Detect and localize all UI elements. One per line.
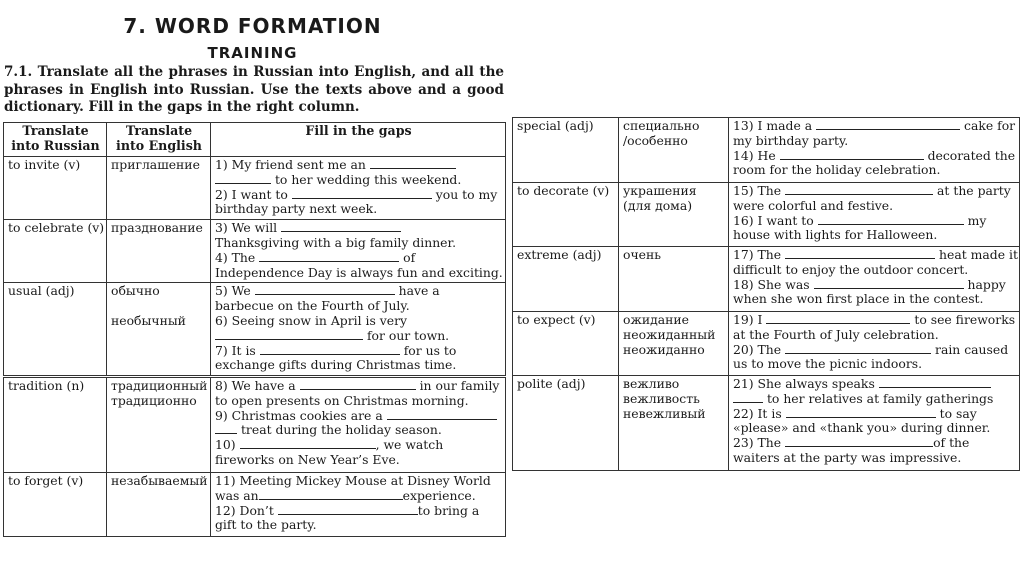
- word-cell: to invite (v): [4, 157, 107, 220]
- left-table-top: [3, 122, 506, 376]
- gap-blank[interactable]: [786, 407, 936, 418]
- translation-cell: приглашение: [107, 157, 211, 220]
- table-row: [513, 312, 1020, 376]
- gap-blank[interactable]: [260, 344, 400, 355]
- gap-blank[interactable]: [215, 329, 363, 340]
- translation-cell: незабываемый: [107, 473, 211, 537]
- gap-blank[interactable]: [215, 173, 271, 184]
- gap-blank[interactable]: [816, 119, 960, 130]
- gap-blank[interactable]: [255, 284, 395, 295]
- gap-blank[interactable]: [215, 423, 237, 434]
- table-row: [513, 247, 1020, 312]
- gap-blank[interactable]: [292, 188, 432, 199]
- gap-cell: 19) I to see fireworks at the Fourth of July celebration. 20) The rain caused us to move the picnic indoors.: [729, 312, 1020, 376]
- gap-cell: 5) We have a barbecue on the Fourth of July. 6) Seeing snow in April is very for our town. 7) It is for us to exchange gifts during Christmas time.: [211, 283, 506, 376]
- translation-cell: ожидание неожиданный неожиданно: [619, 312, 729, 376]
- table-row: [4, 378, 506, 473]
- gap-cell: 8) We have a in our family to open presents on Christmas morning. 9) Christmas cookies are a treat during the holiday season. 10) , we watch fireworks on New Year’s Eve.: [211, 378, 506, 473]
- gap-blank[interactable]: [785, 184, 933, 195]
- translation-cell: специально /особенно: [619, 118, 729, 183]
- gap-blank[interactable]: [814, 278, 964, 289]
- word-cell: special (adj): [513, 118, 619, 183]
- translation-cell: очень: [619, 247, 729, 312]
- gap-cell: 15) The at the party were colorful and festive. 16) I want to my house with lights for Halloween.: [729, 183, 1020, 247]
- column-header-russian: Translate into Russian: [4, 123, 107, 157]
- gap-blank[interactable]: [766, 313, 910, 324]
- translation-cell: украшения (для дома): [619, 183, 729, 247]
- gap-blank[interactable]: [387, 409, 497, 420]
- gap-blank[interactable]: [259, 489, 403, 500]
- translation-cell: обычно необычный: [107, 283, 211, 376]
- word-cell: to expect (v): [513, 312, 619, 376]
- gap-blank[interactable]: [733, 392, 763, 403]
- gap-blank[interactable]: [281, 221, 401, 232]
- column-header-gaps: Fill in the gaps: [211, 123, 506, 157]
- gap-blank[interactable]: [259, 251, 399, 262]
- gap-blank[interactable]: [879, 377, 991, 388]
- gap-blank[interactable]: [818, 214, 964, 225]
- table-row: [513, 376, 1020, 471]
- translation-cell: традиционный традиционно: [107, 378, 211, 473]
- gap-cell: 11) Meeting Mickey Mouse at Disney World was an experience. 12) Don’t to bring a gift to the party.: [211, 473, 506, 537]
- gap-cell: 17) The heat made it difficult to enjoy the outdoor concert. 18) She was happy when she won first place in the contest.: [729, 247, 1020, 312]
- gap-blank[interactable]: [785, 436, 933, 447]
- left-table-bottom: [3, 377, 506, 537]
- table-row: [4, 283, 506, 376]
- exercise-instruction: 7.1. Translate all the phrases in Russian into English, and all the phrases in English into Russian. Use the texts above and a good dictionary. Fill in the gaps in the right column.: [4, 64, 504, 115]
- gap-blank[interactable]: [785, 343, 931, 354]
- column-header-english: Translate into English: [107, 123, 211, 157]
- gap-blank[interactable]: [780, 149, 924, 160]
- table-row: [4, 220, 506, 283]
- page-title: 7. WORD FORMATION: [123, 14, 382, 38]
- gap-blank[interactable]: [240, 438, 376, 449]
- gap-cell: 21) She always speaks to her relatives at family gatherings 22) It is to say «please» and «thank you» during dinner. 23) The of the waiters at the party was impressive.: [729, 376, 1020, 471]
- gap-cell: 13) I made a cake for my birthday party. 14) He decorated the room for the holiday celebration.: [729, 118, 1020, 183]
- gap-blank[interactable]: [300, 379, 416, 390]
- word-cell: extreme (adj): [513, 247, 619, 312]
- table-row: [513, 183, 1020, 247]
- translation-cell: вежливо вежливость невежливый: [619, 376, 729, 471]
- word-cell: polite (adj): [513, 376, 619, 471]
- table-row: [4, 157, 506, 220]
- section-subtitle: TRAINING: [207, 44, 298, 62]
- gap-cell: 3) We will Thanksgiving with a big family dinner. 4) The of Independence Day is always fun and exciting.: [211, 220, 506, 283]
- right-table: [512, 117, 1020, 471]
- table-row: [4, 473, 506, 537]
- gap-cell: 1) My friend sent me an to her wedding this weekend. 2) I want to you to my birthday party next week.: [211, 157, 506, 220]
- word-cell: usual (adj): [4, 283, 107, 376]
- word-cell: to celebrate (v): [4, 220, 107, 283]
- table-row: [513, 118, 1020, 183]
- gap-blank[interactable]: [370, 158, 456, 169]
- gap-blank[interactable]: [785, 248, 935, 259]
- word-cell: to decorate (v): [513, 183, 619, 247]
- word-cell: tradition (n): [4, 378, 107, 473]
- gap-blank[interactable]: [278, 504, 418, 515]
- translation-cell: празднование: [107, 220, 211, 283]
- word-cell: to forget (v): [4, 473, 107, 537]
